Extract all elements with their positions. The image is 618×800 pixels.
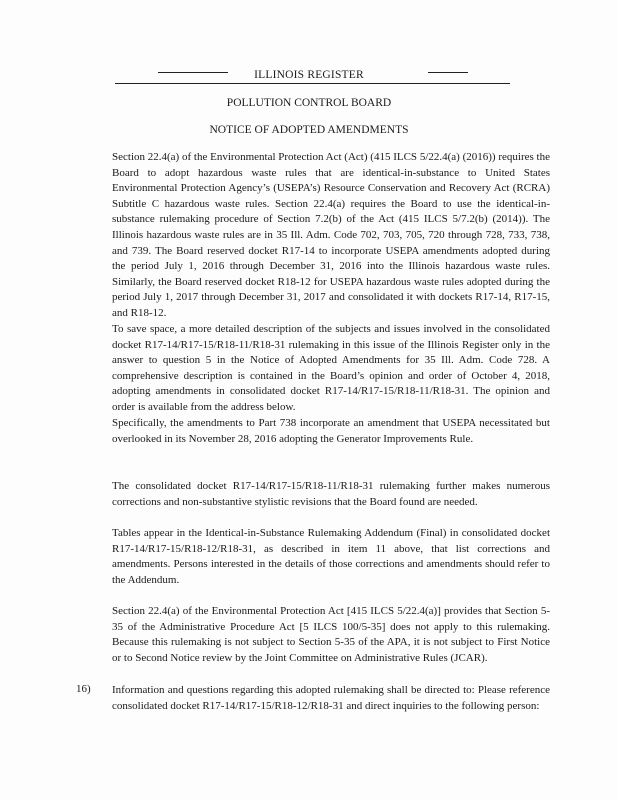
agency-name: POLLUTION CONTROL BOARD	[226, 97, 392, 109]
paragraph-tables: Tables appear in the Identical-in-Substance Rulemaking Addendum (Final) in consolidated docket R17-14/R17-15/R18-12/R18-31, as described in item 11 above, that list corrections and amendments. Persons interested in the details of those corrections and amendments should refer to the Addendum.	[112, 527, 550, 586]
paragraph-item-16: Information and questions regarding this adopted rulemaking shall be directed to: Please reference consolidated docket R17-14/R17-15/R18-12/R18-31 and direct inquiries to the following person:	[112, 684, 550, 712]
paragraph-save-space: To save space, a more detailed description of the subjects and issues involved in the consolidated docket R17-14/R17-15/R18-11/R18-31 rulemaking in this issue of the Illinois Register only in the answer to question 5 in the Notice of Adopted Amendments for 35 Ill. Adm. Code 728. A comprehensive description is contained in the Board’s opinion and order of October 4, 2018, adopting amendments in consolidated docket R17-14/R17-15/R18-11/R18-31. The opinion and order is available from the address below.	[112, 323, 550, 413]
paragraph-apa: Section 22.4(a) of the Environmental Protection Act [415 ILCS 5/22.4(a)] provides that Section 5-35 of the Administrative Procedure Act [5 ILCS 100/5-35] does not apply to this rulemaking. Because this rulemaking is not subject to Section 5-35 of the APA, it is not subject to First Notice or to Second Notice review by the Joint Committee on Administrative Rules (JCAR).	[112, 605, 550, 664]
paragraph-corrections: The consolidated docket R17-14/R17-15/R18-11/R18-31 rulemaking further makes numerous corrections and non-substantive stylistic revisions that the Board found are needed.	[112, 480, 550, 508]
register-title: ILLINOIS REGISTER	[254, 69, 364, 81]
header-underline	[115, 83, 510, 84]
notice-type: NOTICE OF ADOPTED AMENDMENTS	[209, 124, 409, 136]
paragraph-section-22-4: Section 22.4(a) of the Environmental Protection Act (Act) (415 ILCS 5/22.4(a) (2016)) requires the Board to adopt hazardous waste rules that are identical-in-substance to United States Environmental Protection Agency’s (USEPA’s) Resource Conservation and Recovery Act (RCRA) Subtitle C hazardous waste rules. Section 22.4(a) requires the Board to use the identical-in-substance rulemaking procedure of Section 7.2(b) of the Act (415 ILCS 5/7.2(b) (2014)). The Illinois hazardous waste rules are in 35 Ill. Adm. Code 702, 703, 705, 720 through 728, 733, 738, and 739. The Board reserved docket R17-14 to incorporate USEPA amendments adopted during the period July 1, 2016 through December 31, 2016 into the Illinois hazardous waste rules. Similarly, the Board reserved docket R18-12 for USEPA hazardous waste rules adopted during the period July 1, 2017 through December 31, 2017 and consolidated it with dockets R17-14, R17-15, and R18-12.	[112, 151, 550, 319]
item-number-16: 16)	[76, 683, 91, 695]
paragraph-part-738: Specifically, the amendments to Part 738 incorporate an amendment that USEPA necessitated but overlooked in its November 28, 2016 adopting the Generator Improvements Rule.	[112, 417, 550, 445]
